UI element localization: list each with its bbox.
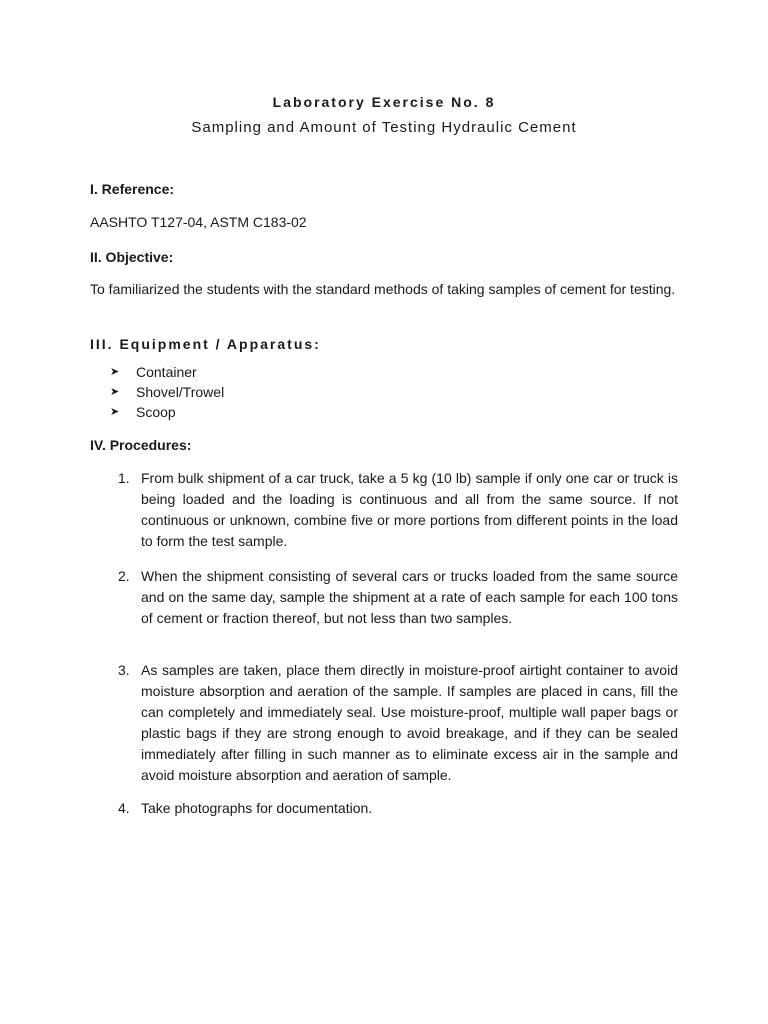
reference-heading: I. Reference: <box>90 181 175 197</box>
equipment-list <box>110 362 224 422</box>
step-number: 1. <box>118 470 130 486</box>
step-text: From bulk shipment of a car truck, take a 5 kg (10 lb) sample if only one car or truck is being loaded and the loading is continuous and all from the same source. If not continuous or unknown, combine five or more portions from different points in the load to form the test sample. <box>141 470 678 549</box>
step-number: 4. <box>118 800 130 816</box>
procedure-step-2 <box>118 566 678 629</box>
procedure-step-4 <box>118 798 678 819</box>
list-item <box>110 382 224 402</box>
step-number: 2. <box>118 568 130 584</box>
equipment-item: Shovel/Trowel <box>136 384 225 400</box>
step-text: When the shipment consisting of several cars or trucks loaded from the same source and on the same day, sample the shipment at a rate of each sample for each 100 tons of cement or fraction thereof, but not less than two samples. <box>141 568 678 626</box>
reference-text: AASHTO T127-04, ASTM C183-02 <box>90 214 307 230</box>
step-text: Take photographs for documentation. <box>141 800 373 816</box>
objective-text: To familiarized the students with the standard methods of taking samples of cement for testing. <box>90 281 676 297</box>
arrow-bullet-icon: ➤ <box>110 386 120 398</box>
procedure-step-1 <box>118 468 678 552</box>
list-item <box>110 402 224 422</box>
step-text: As samples are taken, place them directly in moisture-proof airtight container to avoid moisture absorption and aeration of the sample. If samples are placed in cans, fill the can completely and immediately seal. Use moisture-proof, multiple wall paper bags or plastic bags if they are strong enough to avoid breakage, and if they can be sealed immediately after filling in such manner as to eliminate excess air in the sample and avoid moisture absorption and aeration of sample. <box>141 662 678 783</box>
document-subtitle: Sampling and Amount of Testing Hydraulic Cement <box>191 119 577 136</box>
equipment-item: Container <box>136 364 197 380</box>
procedures-heading: IV. Procedures: <box>90 437 192 453</box>
step-number: 3. <box>118 662 130 678</box>
document-title: Laboratory Exercise No. 8 <box>272 94 496 110</box>
arrow-bullet-icon: ➤ <box>110 406 120 418</box>
equipment-item: Scoop <box>136 404 176 420</box>
arrow-bullet-icon: ➤ <box>110 366 120 378</box>
procedure-step-3 <box>118 660 678 786</box>
equipment-heading: III. Equipment / Apparatus: <box>90 336 321 352</box>
list-item <box>110 362 224 382</box>
objective-heading: II. Objective: <box>90 249 174 265</box>
